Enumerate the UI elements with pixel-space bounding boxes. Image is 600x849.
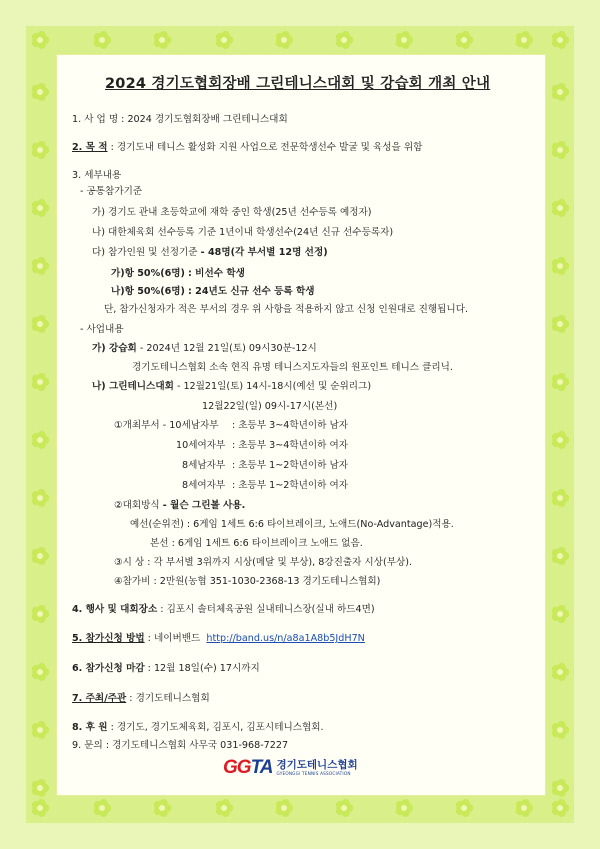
- section-3-label: 3. 세부내용: [72, 170, 122, 181]
- section-8: [72, 722, 324, 734]
- quota-ga: [111, 268, 245, 280]
- application-note: 단, 참가신청자가 적은 부서의 경우 위 사항을 적용하지 않고 신청 인원대로 진행됩니다.: [104, 304, 469, 315]
- fee-line: ④참가비 : 2만원(농협 351-1030-2368-13 경기도테니스협회): [114, 576, 381, 587]
- method-label: ②대회방식: [114, 500, 160, 511]
- section-8-label: 8. 후 원: [72, 722, 108, 733]
- tournament-date1: - 12월21일(토) 14시-18시(예선 및 순위리그): [176, 381, 372, 392]
- tournament-label: 나) 그린테니스대회: [92, 381, 174, 392]
- section-6: [72, 663, 260, 675]
- quota-na-label: 나)항 50%(6명): [111, 286, 185, 297]
- program-heading: - 사업내용: [80, 324, 124, 335]
- lesson-value: - 2024년 12월 21일(토) 09시30분-12시: [139, 343, 317, 354]
- section-8-value: : 경기도, 경기도체육회, 김포시, 김포시테니스협회.: [110, 722, 324, 733]
- quota-na: [111, 286, 315, 298]
- logo-mark-ta: TA: [250, 757, 273, 778]
- division-1-value: : 초등부 3~4학년이하 남자: [232, 420, 349, 431]
- section-6-value: : 12월 18일(수) 17시까지: [147, 663, 260, 674]
- logo-mark-gg: GG: [223, 757, 251, 778]
- section-5: [72, 633, 365, 645]
- criteria-na: 나) 대한체육회 선수등록 기준 1년이내 학생선수(24년 신규 선수등록자): [92, 227, 394, 238]
- division-label: ①개최부서 - 10세남자부: [114, 420, 219, 431]
- section-2-label: 2. 목 적: [72, 142, 108, 153]
- quota-ga-value: : 비선수 학생: [188, 268, 245, 279]
- main-rule: 본선 : 6게임 1세트 6:6 타이브레이크 노애드 없음.: [150, 538, 363, 549]
- section-2-value: 경기도내 테니스 활성화 지원 사업으로 전문학생선수 발굴 및 육성을 위함: [116, 142, 423, 153]
- section-7-label: 7. 주최/주관: [72, 693, 127, 704]
- lesson-line: [92, 343, 317, 355]
- quota-na-value: : 24년도 신규 선수 등록 학생: [188, 286, 315, 297]
- section-9-label: 9. 문의: [72, 740, 103, 751]
- division-3-value: : 초등부 1~2학년이하 남자: [232, 460, 349, 471]
- logo-text: [276, 760, 357, 777]
- section-1-label: 1. 사 업 명: [72, 114, 119, 125]
- section-5-label: 5. 참가신청 방법: [72, 633, 145, 644]
- logo-english-name: GYEONGGI TENNIS ASSOCIATION: [276, 770, 351, 776]
- logo-mark: [223, 757, 272, 779]
- division-4-label: 8세여자부: [182, 480, 226, 491]
- logo-korean-name: 경기도테니스협회: [276, 758, 358, 771]
- section-4: [72, 604, 375, 616]
- tournament-line: [92, 381, 371, 393]
- section-1: 1. 사 업 명 : 2024 경기도협회장배 그린테니스대회: [72, 114, 288, 125]
- division-2-label: 10세여자부: [176, 440, 226, 451]
- award-line: ③시 상 : 각 부서별 3위까지 시상(메달 및 부상), 8강진출자 시상(부상).: [114, 557, 413, 568]
- prelim-rule: 예선(순위전) : 6게임 1세트 6:6 타이브레이크, 노애드(No-Advantage)적용.: [130, 519, 454, 530]
- association-logo: [223, 757, 358, 779]
- section-4-value: : 김포시 솔터체육공원 실내테니스장(실내 하드4면): [160, 604, 375, 615]
- section-5-value: : 네이버밴드: [147, 633, 201, 644]
- division-3-label: 8세남자부: [182, 460, 226, 471]
- method-line: [114, 500, 245, 512]
- criteria-da: [92, 247, 328, 259]
- page-title: 2024 경기도협회장배 그린테니스대회 및 강습회 개최 안내: [105, 76, 491, 92]
- section-7-value: : 경기도테니스협회: [129, 693, 210, 704]
- section-9-value: : 경기도테니스협회 사무국 031-968-7227: [105, 740, 289, 751]
- division-2-value: : 초등부 3~4학년이하 여자: [232, 440, 349, 451]
- method-value: - 월슨 그린볼 사용.: [162, 500, 246, 511]
- lesson-desc: 경기도테니스협회 소속 현직 유명 테니스지도자들의 원포인트 테니스 클리닉.: [132, 362, 453, 373]
- criteria-da-value: - 48명(각 부서별 12명 선정): [200, 247, 328, 258]
- lesson-label: 가) 강습회: [92, 343, 137, 354]
- section-1-value: 2024 경기도협회장배 그린테니스대회: [127, 114, 288, 125]
- band-link[interactable]: http://band.us/n/a8a1A8b5JdH7N: [206, 633, 365, 644]
- section-2: 2. 목 적 : 경기도내 테니스 활성화 지원 사업으로 전문학생선수 발굴 및 육성을 위함: [72, 142, 423, 153]
- tournament-date2: 12월22일(일) 09시-17시(본선): [202, 401, 338, 412]
- criteria-ga: 가) 경기도 관내 초등학교에 재학 중인 학생(25년 선수등록 예정자): [92, 207, 372, 218]
- criteria-da-label: 다) 참가인원 및 선정기준: [92, 247, 198, 258]
- section-7: [72, 693, 210, 705]
- division-4-value: : 초등부 1~2학년이하 여자: [232, 480, 349, 491]
- section-4-label: 4. 행사 및 대회장소: [72, 604, 158, 615]
- section-9: [72, 740, 288, 752]
- section-6-label: 6. 참가신청 마감: [72, 663, 145, 674]
- quota-ga-label: 가)항 50%(6명): [111, 268, 185, 279]
- common-criteria-heading: - 공통참가기준: [80, 186, 143, 197]
